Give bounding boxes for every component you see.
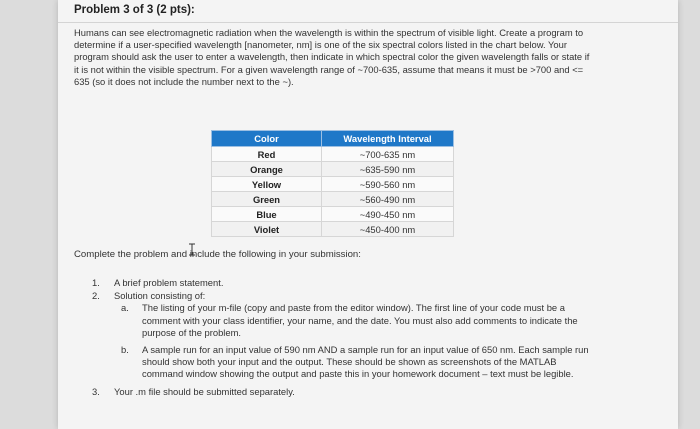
color-cell: Green	[212, 192, 322, 207]
list-text: Your .m file should be submitted separately.	[114, 385, 295, 397]
table-row	[212, 207, 454, 222]
submission-intro: Complete the problem and include the following in your submission:	[74, 249, 361, 260]
table-row	[212, 222, 454, 237]
interval-cell: ~490-450 nm	[322, 207, 454, 222]
sub-list-item	[114, 302, 600, 339]
table-row	[212, 147, 454, 162]
table-row	[212, 177, 454, 192]
header-wavelength-interval: Wavelength Interval	[322, 131, 454, 147]
color-cell: Yellow	[212, 177, 322, 192]
interval-cell: ~700-635 nm	[322, 147, 454, 162]
sub-list-item	[114, 344, 600, 381]
sub-list-text: A sample run for an input value of 590 nm AND a sample run for an input value of 650 nm. Each sample run should show both your input and the output. These should be shown as screenshots of the MATLAB command window showing the output and paste this in your homework document – text must be legible.	[142, 344, 589, 380]
list-number: 1.	[92, 277, 100, 288]
interval-cell: ~635-590 nm	[322, 162, 454, 177]
color-cell: Blue	[212, 207, 322, 222]
interval-cell: ~450-400 nm	[322, 222, 454, 237]
list-number: 2.	[92, 290, 100, 302]
list-item	[84, 386, 600, 398]
table-header-row	[212, 131, 454, 147]
list-text: Solution consisting of:	[114, 290, 206, 302]
list-text: A brief problem statement.	[114, 277, 224, 288]
interval-cell: ~560-490 nm	[322, 192, 454, 207]
interval-cell: ~590-560 nm	[322, 177, 454, 192]
title-divider	[58, 22, 678, 23]
table-row	[212, 162, 454, 177]
list-item	[84, 290, 600, 380]
wavelength-table	[211, 130, 454, 237]
table-row	[212, 192, 454, 207]
sub-list-letter: b.	[121, 344, 129, 356]
submission-list	[84, 277, 600, 398]
list-number: 3.	[92, 385, 100, 397]
list-item	[84, 277, 600, 289]
problem-title: Problem 3 of 3 (2 pts):	[74, 4, 195, 16]
color-cell: Orange	[212, 162, 322, 177]
sub-list-text: The listing of your m-file (copy and paste from the editor window). The first line of your code must be a comment with your class identifier, your name, and the date. You must also add comments to indicate the purpose of the problem.	[142, 302, 578, 338]
color-cell: Red	[212, 147, 322, 162]
document-page	[58, 0, 678, 429]
problem-prompt: Humans can see electromagnetic radiation when the wavelength is within the spectrum of visible light. Create a program to determine if a user-specified wavelength [nanometer, nm] is one of the six spectral colors listed in the chart below. Your program should ask the user to enter a wavelength, then indicate in which spectral color the given wavelength falls or state if it is not within the visible spectrum. For a given wavelength range of ~700-635, assume that means it must be >700 and <= 635 (so it does not include the number next to the ~).	[74, 27, 590, 87]
color-cell: Violet	[212, 222, 322, 237]
header-color: Color	[212, 131, 322, 147]
sub-list-letter: a.	[121, 302, 129, 314]
